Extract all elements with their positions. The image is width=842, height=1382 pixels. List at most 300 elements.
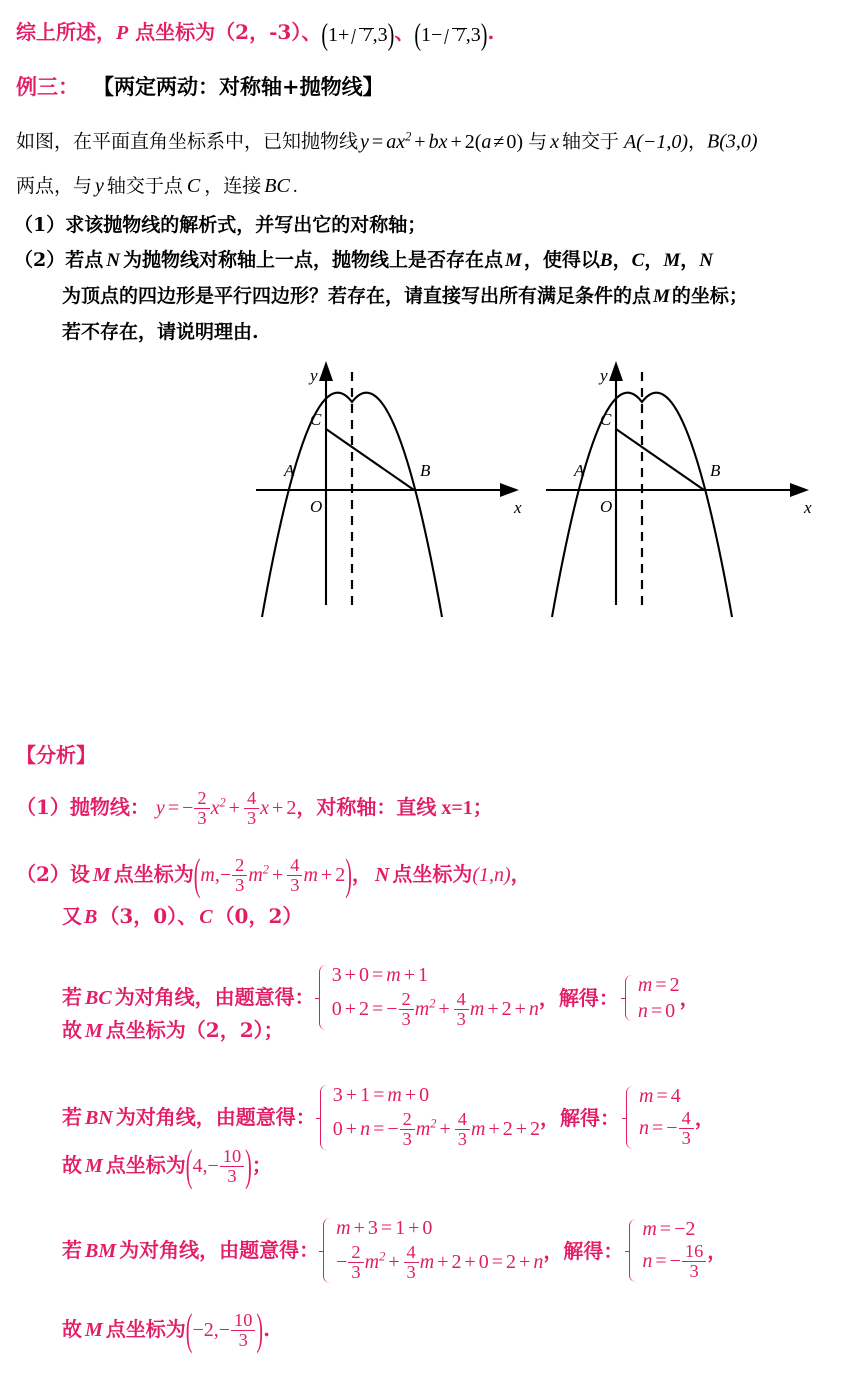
bc2-c: 2 bbox=[501, 998, 512, 1021]
bn2-pow: 2 bbox=[430, 1116, 437, 1131]
bns2-fd: 3 bbox=[679, 1128, 694, 1148]
bm2-d: 0 bbox=[478, 1251, 489, 1274]
case-bc-eq1 bbox=[332, 965, 539, 985]
mc-m3: m bbox=[303, 864, 318, 887]
bn1-op2: + bbox=[404, 1084, 417, 1106]
bms2-minus: − bbox=[669, 1250, 681, 1273]
bns2-fn: 4 bbox=[681, 1107, 691, 1128]
bc2-f1n: 2 bbox=[401, 988, 411, 1009]
paren-left: ( bbox=[321, 17, 328, 52]
a1-f1-num: 2 bbox=[197, 787, 207, 808]
bm1-b: 1 bbox=[395, 1217, 406, 1239]
conclusion-var-p: P bbox=[116, 22, 129, 44]
label-x: x bbox=[804, 498, 812, 517]
question-2 bbox=[14, 251, 713, 270]
case-bn-system bbox=[316, 1085, 540, 1150]
mc-f2n: 4 bbox=[290, 854, 300, 875]
bc1-c: 1 bbox=[417, 964, 428, 986]
q2-c2: ， bbox=[644, 249, 664, 271]
mc-m2: m bbox=[248, 864, 263, 887]
bnr-minus: − bbox=[207, 1155, 219, 1178]
bn2-b: n bbox=[360, 1118, 371, 1141]
bm2-m: m bbox=[364, 1251, 380, 1274]
bm2-f1n: 2 bbox=[351, 1241, 361, 1262]
question-1-number: （1） bbox=[14, 214, 66, 236]
a1-y: y bbox=[155, 797, 165, 820]
analysis-2-tail: ， bbox=[510, 862, 531, 887]
figure-left bbox=[248, 355, 538, 635]
bn2-a: 0 bbox=[332, 1118, 343, 1141]
coord2-a: 1 bbox=[328, 24, 338, 47]
case-bc-result-post: 点坐标为（2，2）； bbox=[105, 1018, 284, 1042]
a1-pow: 2 bbox=[219, 795, 226, 810]
bc1-b: 0 bbox=[358, 964, 369, 986]
case-bm-result-end: . bbox=[263, 1317, 271, 1342]
analysis-heading: 【分析】 bbox=[16, 743, 96, 767]
bc1-op2: + bbox=[403, 964, 415, 986]
eq-cond-ne: ≠ bbox=[493, 130, 505, 153]
case-bm-result-post: 点坐标为 bbox=[105, 1317, 186, 1342]
bm2-op2: + bbox=[388, 1251, 400, 1274]
question-1 bbox=[14, 216, 426, 235]
left-brace-icon bbox=[319, 1218, 332, 1283]
left-brace-icon bbox=[315, 965, 328, 1030]
bns1-eq: = bbox=[656, 1085, 668, 1107]
eq-equals: = bbox=[371, 130, 384, 153]
mc-plus: + bbox=[271, 864, 284, 887]
bc2-minus: − bbox=[386, 998, 398, 1021]
analysis-2-n: N bbox=[374, 864, 390, 887]
analysis-2-m: M bbox=[92, 864, 111, 887]
case-bc-sol1 bbox=[638, 975, 680, 995]
conclusion-coord-2 bbox=[321, 17, 395, 52]
bcs1-eq: = bbox=[655, 973, 667, 996]
eq-plus1: + bbox=[414, 130, 426, 153]
bmr-comma: , bbox=[213, 1319, 219, 1342]
eq-cond-close: ) bbox=[516, 130, 524, 153]
case-bm-result bbox=[62, 1307, 271, 1356]
case-bc-lead-pre: 若 bbox=[62, 985, 82, 1010]
bm1-c: 0 bbox=[422, 1217, 433, 1239]
q2-var-b: B bbox=[599, 250, 613, 271]
case-bc-sol2 bbox=[638, 1001, 680, 1021]
q2-c1: ， bbox=[612, 249, 632, 271]
case-bn-result-coord bbox=[185, 1143, 252, 1192]
case-bm-eq2 bbox=[336, 1241, 544, 1283]
problem-line1-x: x bbox=[550, 130, 559, 153]
bn2-minus: − bbox=[387, 1118, 399, 1141]
bc2-m: m bbox=[414, 998, 430, 1021]
analysis-2-line-2 bbox=[62, 906, 302, 927]
eq-two: 2 bbox=[464, 130, 475, 153]
bn2-eq: = bbox=[373, 1118, 385, 1141]
bn2-c: 2 bbox=[502, 1118, 513, 1141]
eq-pow: 2 bbox=[405, 129, 412, 143]
coord2-comma: , bbox=[372, 24, 378, 47]
eq-cond-zero: 0 bbox=[506, 130, 517, 153]
bm2-eq: = bbox=[491, 1251, 504, 1274]
q2-c3: ， bbox=[680, 249, 700, 271]
bc2-n: n bbox=[528, 998, 539, 1021]
analysis-1-axis-label: 对称轴： bbox=[316, 795, 397, 820]
bm2-e: 2 bbox=[506, 1251, 517, 1274]
q2-l2-p2: 的坐标； bbox=[671, 285, 748, 307]
a1-minus: − bbox=[182, 797, 194, 820]
figure-right bbox=[538, 355, 828, 635]
label-c: C bbox=[600, 410, 612, 429]
bcs1-v: m bbox=[637, 973, 653, 996]
label-b: B bbox=[420, 461, 431, 480]
problem-line2-mid: 轴交于点 bbox=[106, 175, 183, 197]
question-1-text: 求该抛物线的解析式，并写出它的对称轴； bbox=[65, 214, 427, 236]
case-bm-trailing-comma: ， bbox=[707, 1238, 728, 1263]
bns2-v: n bbox=[639, 1117, 649, 1140]
q2-p2: 为抛物线对称轴上一点，抛物线上是否存在点 bbox=[122, 249, 503, 271]
bms1-eq: = bbox=[659, 1218, 672, 1240]
case-bn bbox=[62, 1085, 715, 1150]
example-label: 例三： bbox=[16, 74, 79, 99]
a1-plus2: + bbox=[272, 797, 284, 820]
analysis-2-number: （2） bbox=[16, 862, 70, 887]
case-bm-result-pre: 故 bbox=[62, 1317, 82, 1342]
case-bm bbox=[62, 1218, 727, 1283]
a2l2-b-coord: （3，0） bbox=[99, 904, 178, 928]
bmr-x: −2 bbox=[192, 1319, 214, 1342]
a1-x: x bbox=[210, 797, 220, 820]
x-axis bbox=[546, 483, 809, 497]
coord2-radicand: 7 bbox=[362, 24, 373, 47]
bns1-val: 4 bbox=[670, 1085, 681, 1107]
question-2-line-2 bbox=[62, 287, 748, 306]
bnr-fd: 3 bbox=[220, 1166, 244, 1186]
case-bn-eq2 bbox=[332, 1108, 540, 1150]
case-bn-lead-pre: 若 bbox=[62, 1105, 82, 1130]
case-bn-sol2 bbox=[639, 1107, 695, 1149]
bn2-op3: + bbox=[488, 1118, 500, 1141]
analysis-2-n-coord: (1,n) bbox=[472, 864, 511, 887]
a2l2-sep: 、 bbox=[177, 904, 198, 928]
bn2-m: m bbox=[415, 1118, 431, 1141]
label-a: A bbox=[574, 461, 585, 480]
mc-minus: − bbox=[219, 864, 232, 887]
bc2-op3: + bbox=[487, 998, 499, 1021]
case-bm-result-coord bbox=[185, 1307, 264, 1356]
bnr-x: 4 bbox=[192, 1155, 203, 1178]
bnr-fn: 10 bbox=[222, 1145, 242, 1166]
bn2-op2: + bbox=[439, 1118, 451, 1141]
label-origin: O bbox=[310, 497, 323, 516]
label-y: y bbox=[310, 366, 318, 385]
problem-line2-end: . bbox=[292, 176, 298, 197]
mc-m: m bbox=[200, 864, 215, 887]
problem-line1-mid: 与 bbox=[528, 130, 548, 153]
bm2-c: 2 bbox=[451, 1251, 462, 1274]
coord3-comma: , bbox=[465, 24, 471, 47]
bms2-fd: 3 bbox=[682, 1261, 706, 1281]
eq-plus2: + bbox=[450, 130, 462, 153]
left-brace-icon bbox=[316, 1085, 329, 1150]
mc-f2d: 3 bbox=[287, 875, 302, 895]
a1-f2-den: 3 bbox=[244, 808, 259, 828]
q2-l2-p1: 为顶点的四边形是平行四边形？若存在，请直接写出所有满足条件的点 bbox=[62, 285, 652, 307]
coord2-b: 3 bbox=[377, 24, 388, 47]
bc2-op4: + bbox=[514, 998, 526, 1021]
case-bn-lead bbox=[62, 1107, 316, 1128]
mc-f1d: 3 bbox=[232, 875, 247, 895]
bm2-f2d: 3 bbox=[404, 1262, 419, 1282]
bns2-eq: = bbox=[652, 1117, 664, 1140]
paren-right: ) bbox=[345, 852, 352, 901]
paren-left: ( bbox=[185, 1143, 193, 1192]
q2-p3: ，使得以 bbox=[523, 249, 600, 271]
case-bm-lead bbox=[62, 1240, 319, 1261]
q2-l2-m: M bbox=[653, 286, 670, 307]
bc2-m2: m bbox=[469, 998, 485, 1021]
q2-var-n: N bbox=[106, 250, 120, 271]
case-bm-solutions bbox=[625, 1219, 707, 1282]
paren-left: ( bbox=[193, 852, 201, 901]
case-bm-lead-post: 为对角线，由题意得： bbox=[119, 1238, 320, 1263]
label-origin: O bbox=[600, 497, 613, 516]
case-bn-sol1 bbox=[639, 1086, 695, 1106]
bc2-op2: + bbox=[438, 998, 450, 1021]
mc-pow: 2 bbox=[262, 862, 269, 877]
bm2-pow: 2 bbox=[379, 1249, 386, 1264]
bn2-f1d: 3 bbox=[400, 1129, 415, 1149]
bns1-v: m bbox=[639, 1085, 654, 1107]
case-bn-solve-label: ，解得： bbox=[540, 1105, 620, 1130]
mc-f1n: 2 bbox=[235, 854, 245, 875]
problem-line2-c: C bbox=[186, 175, 201, 197]
a1-const: 2 bbox=[286, 797, 297, 820]
case-bn-result-end: ； bbox=[251, 1153, 272, 1178]
q2-p1: 若点 bbox=[65, 249, 104, 271]
q2-var-m: M bbox=[505, 250, 522, 271]
bm1-a: 3 bbox=[367, 1217, 378, 1239]
case-bm-lead-pre: 若 bbox=[62, 1238, 82, 1263]
bms1-val: −2 bbox=[674, 1218, 696, 1240]
paren-left: ( bbox=[414, 17, 422, 52]
bc2-eq: = bbox=[371, 998, 384, 1021]
bms1-v: m bbox=[642, 1218, 657, 1240]
label-b: B bbox=[710, 461, 721, 480]
example-title: 【两定两动：对称轴+抛物线】 bbox=[93, 74, 384, 99]
case-bm-eq1 bbox=[336, 1218, 543, 1238]
case-bc-result-pre: 故 bbox=[62, 1018, 82, 1042]
bmr-fd: 3 bbox=[231, 1330, 255, 1350]
bmr-fn: 10 bbox=[234, 1309, 253, 1330]
bn1-a: 3 bbox=[332, 1084, 343, 1106]
bm1-op1: + bbox=[353, 1217, 365, 1239]
bn1-op1: + bbox=[345, 1084, 358, 1106]
bm1-op2: + bbox=[408, 1217, 420, 1239]
analysis-2-lead2: 点坐标为 bbox=[113, 862, 194, 887]
bn1-b: 1 bbox=[360, 1084, 371, 1106]
a1-f2-num: 4 bbox=[246, 787, 257, 808]
bms2-eq: = bbox=[655, 1250, 667, 1273]
bc1-m: m bbox=[386, 964, 401, 986]
left-brace-icon bbox=[625, 1219, 638, 1282]
bn1-eq: = bbox=[373, 1084, 385, 1106]
conclusion-prefix: 综上所述， bbox=[16, 20, 116, 44]
analysis-2-sep: ， bbox=[351, 862, 372, 887]
case-bc-result bbox=[62, 1020, 284, 1041]
bm2-f1d: 3 bbox=[348, 1262, 363, 1282]
q2-var-n2: N bbox=[699, 250, 713, 271]
paren-right: ) bbox=[256, 1307, 264, 1356]
problem-point-a: A(−1,0) bbox=[623, 130, 689, 153]
bc2-op1: + bbox=[344, 998, 356, 1021]
bn2-d: 2 bbox=[530, 1118, 540, 1141]
analysis-1-label: 抛物线： bbox=[69, 795, 150, 820]
problem-point-b: B(3,0) bbox=[707, 130, 758, 153]
problem-line2-mid2: ，连接 bbox=[204, 175, 262, 197]
label-c: C bbox=[310, 410, 322, 429]
paren-right: ) bbox=[480, 17, 488, 52]
a2l2-b: B bbox=[84, 906, 98, 928]
figures-container bbox=[0, 355, 842, 640]
bc1-a: 3 bbox=[331, 964, 342, 986]
case-bn-eq1 bbox=[333, 1085, 540, 1105]
eq-b: b bbox=[428, 130, 439, 153]
analysis-2-m-coord bbox=[193, 852, 352, 901]
bnr-comma: , bbox=[202, 1155, 208, 1178]
bn2-op4: + bbox=[515, 1118, 527, 1141]
case-bc-system bbox=[315, 965, 539, 1030]
problem-equation bbox=[360, 131, 523, 153]
question-2-line-3: 若不存在，请说明理由. bbox=[62, 321, 259, 343]
eq-cond-a: a bbox=[481, 130, 492, 153]
left-brace-icon bbox=[621, 975, 634, 1021]
bn2-f2d: 3 bbox=[455, 1129, 470, 1149]
problem-line1-post: 轴交于 bbox=[561, 130, 619, 153]
bm2-f2n: 4 bbox=[406, 1241, 416, 1262]
q2-var-c: C bbox=[631, 250, 645, 271]
a2l2-prefix: 又 bbox=[62, 904, 82, 928]
analysis-2-lead3: 点坐标为 bbox=[392, 862, 473, 887]
coord3-radicand: 7 bbox=[455, 24, 466, 47]
label-y: y bbox=[600, 366, 608, 385]
bm1-m: m bbox=[336, 1217, 351, 1239]
a1-f1-den: 3 bbox=[194, 808, 209, 828]
bms2-fn: 16 bbox=[684, 1240, 704, 1261]
case-bm-sol1 bbox=[642, 1219, 707, 1239]
bm2-op4: + bbox=[464, 1251, 476, 1274]
a1-eq: = bbox=[167, 797, 180, 820]
bc2-pow: 2 bbox=[429, 996, 436, 1011]
bn2-f2n: 4 bbox=[457, 1108, 467, 1129]
eq-x: x bbox=[396, 130, 406, 153]
case-bc-solve-label: ，解得： bbox=[538, 985, 619, 1010]
bn2-op1: + bbox=[345, 1118, 358, 1141]
problem-line2-bc: BC bbox=[264, 175, 290, 197]
a2l2-c: C bbox=[199, 906, 213, 928]
case-bc-lead bbox=[62, 987, 315, 1008]
bcs2-v: n bbox=[637, 999, 648, 1022]
bn1-c: 0 bbox=[419, 1084, 430, 1106]
a1-plus: + bbox=[228, 797, 240, 820]
bn1-m: m bbox=[387, 1084, 402, 1106]
problem-line2-pre: 两点，与 bbox=[16, 175, 93, 197]
problem-statement-line-2 bbox=[16, 176, 298, 196]
paren-left: ( bbox=[185, 1307, 193, 1356]
problem-line1-pre: 如图，在平面直角坐标系中，已知抛物线 bbox=[16, 130, 359, 153]
bcs2-val: 0 bbox=[665, 999, 676, 1022]
case-bn-lead-name: BN bbox=[85, 1107, 113, 1130]
chord-bc bbox=[616, 429, 704, 490]
bcs1-val: 2 bbox=[669, 973, 680, 996]
analysis-part-1 bbox=[16, 787, 493, 829]
case-bc-trailing-comma: ， bbox=[679, 985, 700, 1010]
bc1-eq: = bbox=[371, 964, 384, 986]
case-bn-lead-post: 为对角线，由题意得： bbox=[115, 1105, 316, 1130]
case-bc-lead-name: BC bbox=[85, 987, 112, 1010]
case-bc-solutions bbox=[621, 975, 680, 1021]
label-a: A bbox=[284, 461, 295, 480]
case-bn-result bbox=[62, 1143, 272, 1192]
eq-x2: x bbox=[438, 130, 448, 153]
a2l2-c-coord: （0，2） bbox=[214, 904, 303, 928]
case-bc-lead-post: 为对角线，由题意得： bbox=[114, 985, 315, 1010]
label-x: x bbox=[514, 498, 522, 517]
a1-x2: x bbox=[260, 797, 270, 820]
q2-var-m2: M bbox=[663, 250, 681, 271]
bm2-n: n bbox=[533, 1251, 544, 1274]
coord3-b: 3 bbox=[470, 24, 481, 47]
analysis-2-lead: 设 bbox=[69, 862, 90, 887]
case-bn-result-m: M bbox=[85, 1155, 103, 1178]
coord3-a: 1 bbox=[421, 24, 432, 47]
analysis-1-equation bbox=[155, 787, 297, 828]
question-2-number: （2） bbox=[14, 249, 66, 271]
conclusion-sep: 、 bbox=[394, 20, 415, 44]
case-bm-lead-name: BM bbox=[85, 1240, 117, 1263]
chord-bc bbox=[326, 429, 414, 490]
left-brace-icon bbox=[622, 1086, 635, 1149]
case-bm-result-m: M bbox=[85, 1319, 103, 1342]
case-bc-result-m: M bbox=[85, 1020, 103, 1042]
analysis-1-number: （1） bbox=[16, 795, 70, 820]
bn2-f1n: 2 bbox=[402, 1108, 412, 1129]
mc-plus2: + bbox=[320, 864, 333, 887]
eq-a: a bbox=[386, 130, 397, 153]
coord2-op: + bbox=[338, 24, 350, 47]
problem-statement-line-1 bbox=[16, 130, 758, 152]
case-bn-solutions bbox=[622, 1086, 695, 1149]
case-bm-solve-label: ，解得： bbox=[543, 1238, 624, 1263]
bm2-op5: + bbox=[519, 1251, 531, 1274]
bc2-b: 2 bbox=[358, 998, 369, 1021]
x-axis bbox=[256, 483, 519, 497]
bm1-eq: = bbox=[380, 1217, 393, 1239]
eq-cond-open: ( bbox=[474, 130, 482, 153]
analysis-part-2 bbox=[16, 852, 531, 901]
mc-two: 2 bbox=[335, 864, 346, 887]
bn2-m2: m bbox=[470, 1118, 486, 1141]
conclusion-period: . bbox=[487, 20, 495, 44]
conclusion-mid: 点坐标为（2，-3）、 bbox=[128, 20, 322, 44]
bm2-m2: m bbox=[419, 1251, 435, 1274]
bm2-minus: − bbox=[336, 1251, 348, 1274]
mc-comma: , bbox=[214, 864, 220, 887]
case-bm-system bbox=[319, 1218, 543, 1283]
case-bm-sol2 bbox=[642, 1240, 707, 1282]
bmr-minus: − bbox=[218, 1319, 231, 1342]
bc2-f2n: 4 bbox=[456, 988, 466, 1009]
conclusion-line bbox=[16, 17, 495, 52]
bcs2-eq: = bbox=[650, 999, 663, 1022]
paren-right: ) bbox=[387, 17, 395, 52]
